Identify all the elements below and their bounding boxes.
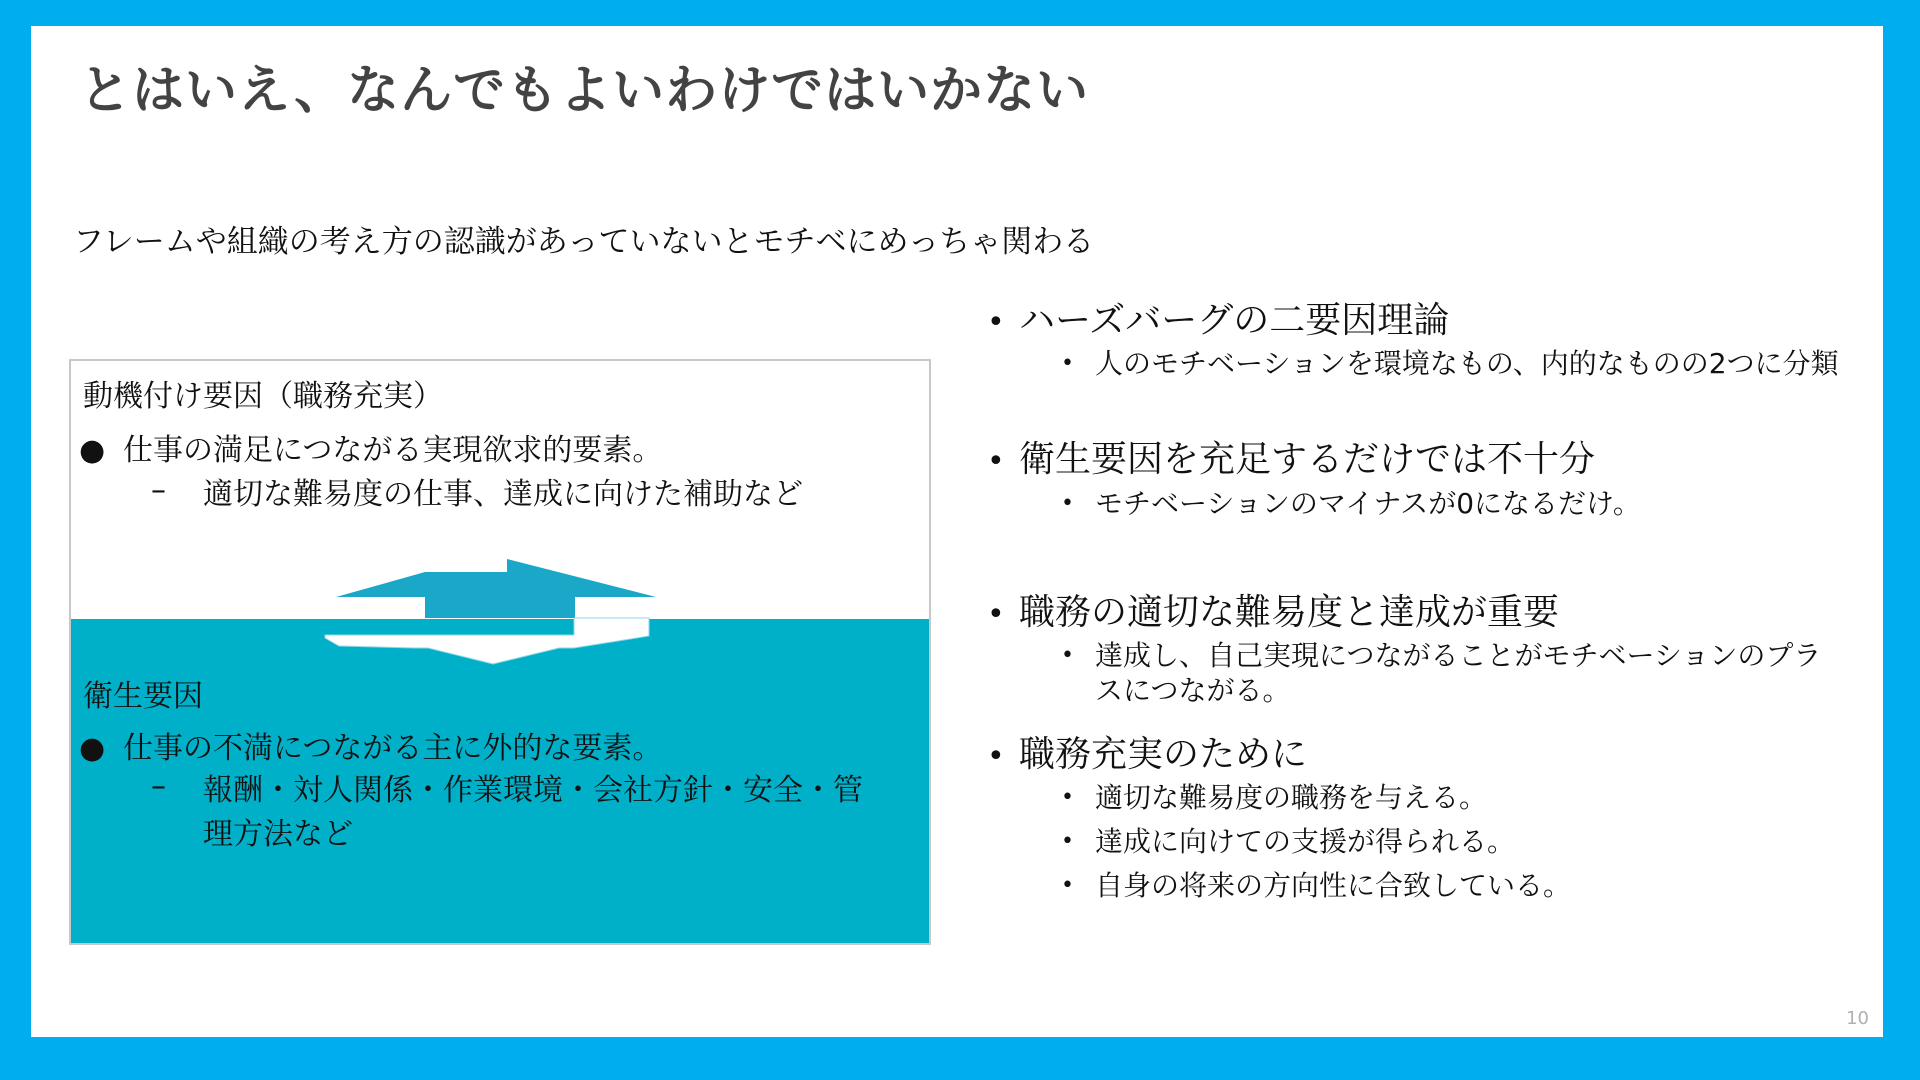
bullet-icon: • [1061, 785, 1074, 810]
point-difficulty [987, 584, 1559, 635]
hygiene-bullet-text: 仕事の不満につながる主に外的な要素。 [123, 731, 663, 766]
sub-point [1061, 638, 1841, 708]
hygiene-heading: 衛生要因 [83, 679, 203, 714]
dash-icon: – [151, 769, 166, 804]
bullet-dot-icon: ● [79, 731, 106, 766]
hygiene-box [69, 619, 931, 945]
page-number: 10 [1846, 1008, 1869, 1029]
motivators-heading: 動機付け要因（職務充実） [83, 379, 443, 414]
point-text: 職務充実のために [1019, 734, 1308, 775]
sub-point [1061, 780, 1841, 815]
sub-point [1061, 824, 1841, 859]
slide-title: とはいえ、なんでもよいわけではいかない [79, 61, 1090, 121]
motivators-sub [151, 473, 911, 517]
sub-point-text: 人のモチベーションを環境なもの、内的なものの2つに分類 [1095, 347, 1839, 380]
point-job-enrichment [987, 726, 1307, 777]
point-herzberg [987, 292, 1449, 343]
sub-point-text: 適切な難易度の職務を与える。 [1095, 781, 1488, 814]
point-text: ハーズバーグの二要因理論 [1019, 300, 1450, 341]
bullet-icon: • [987, 444, 1005, 479]
motivators-bullet-text: 仕事の満足につながる実現欲求的要素。 [123, 433, 663, 468]
hygiene-bullet [79, 723, 662, 767]
point-text: 職務の適切な難易度と達成が重要 [1019, 592, 1560, 633]
sub-point [1061, 868, 1841, 903]
sub-point-text: 達成し、自己実現につながることがモチベーションのプラスにつながる。 [1095, 639, 1822, 707]
sub-point-text: モチベーションのマイナスが0になるだけ。 [1095, 487, 1641, 520]
slide [31, 26, 1883, 1037]
bullet-icon: • [1061, 643, 1074, 668]
point-text: 衛生要因を充足するだけでは不十分 [1019, 439, 1596, 480]
point-hygiene-insufficient [987, 431, 1595, 482]
bullet-icon: • [1061, 491, 1074, 516]
bullet-icon: • [1061, 351, 1074, 376]
bullet-icon: • [987, 739, 1005, 774]
hygiene-sub-text: 報酬・対人関係・作業環境・会社方針・安全・管理方法など [203, 773, 863, 852]
bullet-icon: • [1061, 873, 1074, 898]
bullet-icon: • [1061, 829, 1074, 854]
bullet-icon: • [987, 305, 1005, 340]
bullet-dot-icon: ● [79, 433, 106, 468]
hygiene-sub [151, 769, 891, 857]
sub-point-text: 自身の将来の方向性に合致している。 [1095, 869, 1572, 902]
slide-subtitle: フレームや組織の考え方の認識があっていないとモチベにめっちゃ関わる [73, 224, 1095, 260]
bullet-icon: • [987, 597, 1005, 632]
motivators-bullet [79, 425, 662, 469]
sub-point [1061, 486, 1841, 521]
motivators-sub-text: 適切な難易度の仕事、達成に向けた補助など [203, 477, 803, 512]
motivators-box [69, 359, 931, 621]
sub-point [1061, 346, 1841, 381]
sub-point-text: 達成に向けての支援が得られる。 [1095, 825, 1516, 858]
dash-icon: – [151, 473, 166, 508]
